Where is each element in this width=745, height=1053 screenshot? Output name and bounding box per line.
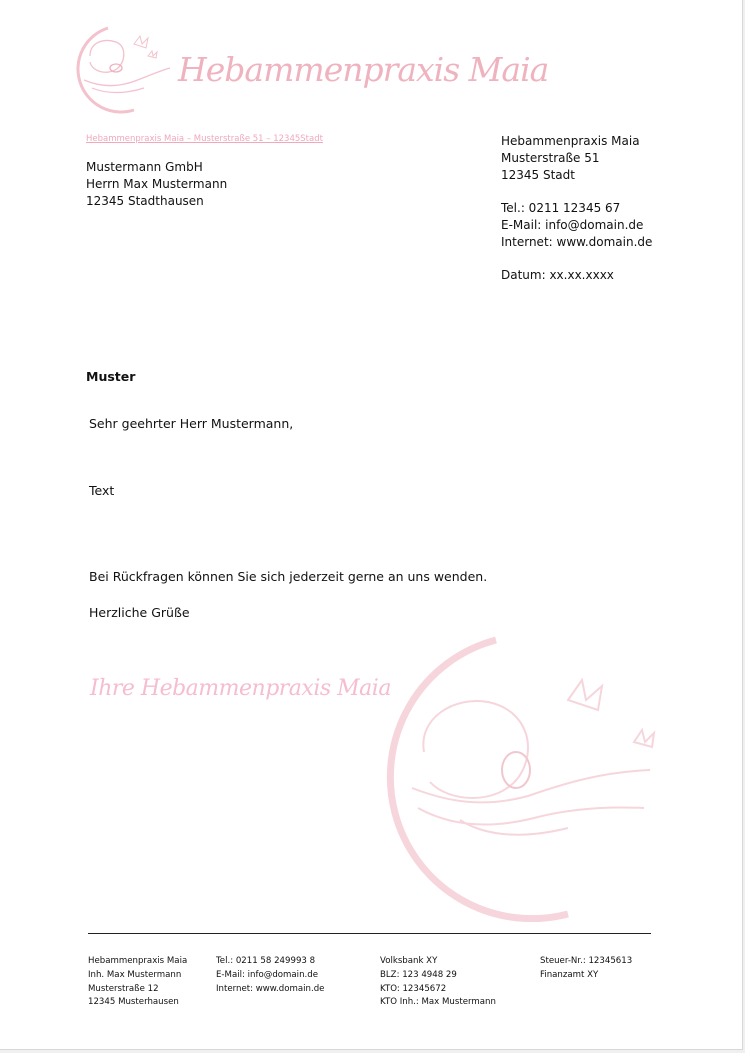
watermark-icon (378, 632, 678, 922)
footer-contact (216, 955, 324, 996)
sender-info-block (501, 133, 652, 284)
footer-email: E-Mail: info@domain.de (216, 969, 318, 980)
recipient-company: Mustermann GmbH (86, 160, 203, 174)
sender-return-line: Hebammenpraxis Maia – Musterstraße 51 – 12345Stadt (86, 134, 323, 144)
sender-phone: Tel.: 0211 12345 67 (501, 201, 621, 215)
sender-city: 12345 Stadt (501, 168, 575, 182)
letter-closing-question: Bei Rückfragen können Sie sich jederzeit gerne an uns wenden. (89, 569, 488, 584)
footer-tax-office: Finanzamt XY (540, 969, 599, 980)
footer-divider (88, 933, 651, 934)
footer-street: Musterstraße 12 (88, 983, 159, 994)
footer-city: 12345 Musterhausen (88, 997, 179, 1008)
sender-name: Hebammenpraxis Maia (501, 134, 640, 148)
footer-owner: Inh. Max Mustermann (88, 969, 182, 980)
footer-account: KTO: 12345672 (380, 983, 447, 994)
footer-bank (380, 955, 496, 1010)
sender-website: Internet: www.domain.de (501, 235, 653, 249)
sender-email: E-Mail: info@domain.de (501, 218, 644, 232)
footer-bank-name: Volksbank XY (380, 956, 438, 966)
footer-company-name: Hebammenpraxis Maia (88, 956, 188, 966)
footer-tax-number: Steuer-Nr.: 12345613 (540, 956, 633, 966)
sender-street: Musterstraße 51 (501, 151, 600, 165)
footer-phone: Tel.: 0211 58 249993 8 (216, 956, 316, 966)
letter-signature: Ihre Hebammenpraxis Maia (90, 676, 391, 701)
recipient-address (86, 159, 227, 210)
logo-text: Hebammenpraxis Maia (178, 50, 549, 89)
letter-salutation: Sehr geehrter Herr Mustermann, (89, 416, 294, 431)
letter-subject: Muster (86, 369, 136, 384)
letter-greeting: Herzliche Grüße (89, 605, 190, 620)
footer-blz: BLZ: 123 4948 29 (380, 969, 457, 980)
footer-company (88, 955, 187, 1010)
letter-body: Text (89, 483, 115, 498)
recipient-city: 12345 Stadthausen (86, 194, 204, 208)
footer-website: Internet: www.domain.de (216, 983, 325, 994)
footer-tax (540, 955, 632, 983)
footer-account-holder: KTO Inh.: Max Mustermann (380, 997, 496, 1008)
logo-icon (74, 22, 174, 116)
letter-date: Datum: xx.xx.xxxx (501, 268, 614, 282)
recipient-person: Herrn Max Mustermann (86, 177, 228, 191)
